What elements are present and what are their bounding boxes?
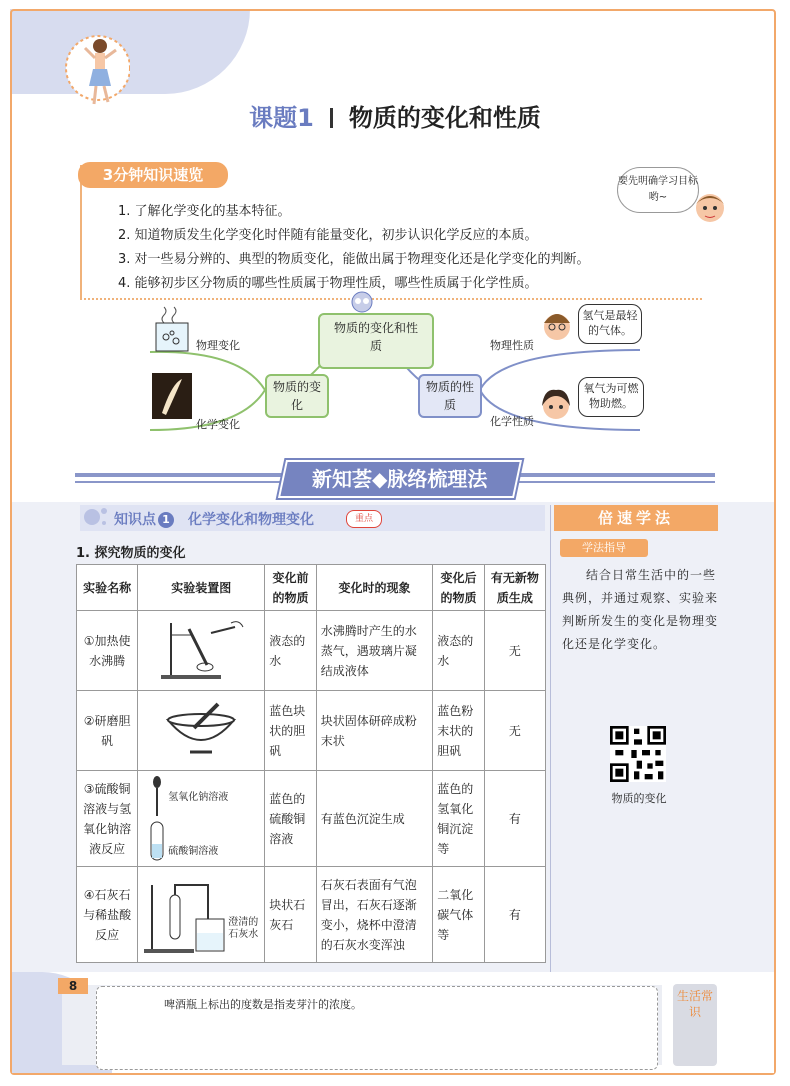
qr-code-icon[interactable] bbox=[610, 726, 666, 782]
lesson-title: 物质的变化和性质 bbox=[348, 104, 541, 132]
section-heading: 1. 探究物质的变化 bbox=[76, 546, 186, 561]
section-banner bbox=[278, 460, 522, 498]
apparatus-cell bbox=[138, 691, 265, 771]
table-header-cell: 实验装置图 bbox=[138, 565, 265, 611]
page-number: 8 bbox=[58, 978, 88, 994]
phenomenon: 水沸腾时产生的水蒸气，遇玻璃片凝结成液体 bbox=[316, 611, 433, 691]
apparatus-cell bbox=[138, 611, 265, 691]
burning-match-image bbox=[152, 373, 192, 419]
chemical-property-label: 化学性质 bbox=[490, 415, 534, 428]
goal-item: 4. 能够初步区分物质的哪些性质属于物理性质，哪些性质属于化学性质。 bbox=[118, 276, 538, 291]
table-header-cell: 变化前的物质 bbox=[265, 565, 316, 611]
footer-note: 啤酒瓶上标出的度数是指麦芽汁的浓度。 bbox=[164, 998, 362, 1011]
physical-property-label: 物理性质 bbox=[490, 339, 534, 352]
mortar-pestle-diagram bbox=[156, 698, 246, 758]
life-tips-tab: 生活常识 bbox=[673, 984, 717, 1066]
goals-list bbox=[118, 200, 590, 296]
mindmap-center-node: 物质的变化和性质 bbox=[318, 313, 434, 369]
naoh-label: 氢氧化钠溶液 bbox=[168, 791, 229, 803]
knowledge-point-heading bbox=[114, 509, 314, 529]
sidebar-heading: 倍速学法 bbox=[554, 505, 718, 531]
phenomenon: 有蓝色沉淀生成 bbox=[316, 771, 433, 867]
table-header-cell: 有无新物质生成 bbox=[484, 565, 545, 611]
goal-item: 2. 知道物质发生化学变化时伴随有能量变化，初步认识化学反应的本质。 bbox=[118, 228, 538, 243]
before-substance: 块状石灰石 bbox=[265, 867, 316, 963]
dots-icon bbox=[80, 505, 110, 529]
new-substance: 无 bbox=[484, 691, 545, 771]
experiment-table bbox=[76, 564, 546, 963]
table-header-cell: 变化时的现象 bbox=[316, 565, 433, 611]
limestone-apparatus-diagram bbox=[142, 875, 232, 955]
boiling-apparatus-diagram bbox=[151, 615, 251, 681]
sidebar-divider bbox=[550, 505, 551, 973]
method-tag: 学法指导 bbox=[560, 539, 648, 557]
knowledge-point-label: 知识点 bbox=[114, 512, 156, 528]
after-substance: 液态的水 bbox=[433, 611, 484, 691]
girl-illustration bbox=[60, 20, 130, 110]
phenomenon: 块状固体研碎成粉末状 bbox=[316, 691, 433, 771]
before-substance: 蓝色的硫酸铜溶液 bbox=[265, 771, 316, 867]
knowledge-point-title: 化学变化和物理变化 bbox=[188, 512, 314, 528]
before-substance: 蓝色块状的胆矾 bbox=[265, 691, 316, 771]
table-row bbox=[77, 691, 546, 771]
phenomenon: 石灰石表面有气泡冒出，石灰石逐渐变小，烧杯中澄清的石灰水变浑浊 bbox=[316, 867, 433, 963]
after-substance: 蓝色的氢氧化铜沉淀等 bbox=[433, 771, 484, 867]
section-banner-text: 新知荟◆脉络梳理法 bbox=[312, 467, 488, 491]
lesson-number: 课题1 bbox=[249, 104, 314, 132]
qr-caption: 物质的变化 bbox=[611, 792, 667, 805]
new-substance: 无 bbox=[484, 611, 545, 691]
knowledge-point-number: 1 bbox=[158, 512, 174, 528]
method-text: 结合日常生活中的一些典例，并通过观察、实验来判断所发生的变化是物理变化还是化学变化。 bbox=[562, 568, 719, 651]
girl-face-icon bbox=[538, 384, 574, 428]
apparatus-cell bbox=[138, 867, 265, 963]
speech-bubble-oxygen: 氧气为可燃物助燃。 bbox=[578, 377, 644, 417]
table-header-cell: 变化后的物质 bbox=[433, 565, 484, 611]
new-substance: 有 bbox=[484, 771, 545, 867]
mindmap-change-node: 物质的变化 bbox=[265, 374, 329, 418]
chemical-change-label: 化学变化 bbox=[196, 418, 240, 431]
physical-change-label: 物理变化 bbox=[196, 339, 240, 352]
boy-icon bbox=[690, 186, 730, 232]
experiment-name: ②研磨胆矾 bbox=[77, 691, 138, 771]
experiment-name: ④石灰石与稀盐酸反应 bbox=[77, 867, 138, 963]
after-substance: 蓝色粉末状的胆矾 bbox=[433, 691, 484, 771]
table-row bbox=[77, 771, 546, 867]
quick-review-tag: 3分钟知识速览 bbox=[78, 162, 228, 188]
goal-item: 3. 对一些易分辨的、典型的物质变化，能做出属于物理变化还是化学变化的判断。 bbox=[118, 252, 590, 267]
page-title bbox=[0, 98, 790, 133]
key-point-badge: 重点 bbox=[346, 510, 382, 528]
boiling-beaker-icon bbox=[152, 305, 192, 353]
new-substance: 有 bbox=[484, 867, 545, 963]
after-substance: 二氧化碳气体等 bbox=[433, 867, 484, 963]
experiment-name: ③硫酸铜溶液与氢氧化钠溶液反应 bbox=[77, 771, 138, 867]
title-divider bbox=[330, 108, 333, 128]
cuso4-label: 硫酸铜溶液 bbox=[168, 845, 219, 857]
boy-face-icon bbox=[540, 305, 574, 349]
speech-bubble-hydrogen: 氢气是最轻的气体。 bbox=[578, 304, 642, 344]
apparatus-cell bbox=[138, 771, 265, 867]
experiment-name: ①加热使水沸腾 bbox=[77, 611, 138, 691]
goal-item: 1. 了解化学变化的基本特征。 bbox=[118, 204, 291, 219]
before-substance: 液态的水 bbox=[265, 611, 316, 691]
table-row bbox=[77, 867, 546, 963]
mindmap-property-node: 物质的性质 bbox=[418, 374, 482, 418]
limewater-label: 澄清的石灰水 bbox=[228, 916, 259, 940]
thought-bubble: 要先明确学习目标哟~ bbox=[617, 167, 699, 213]
table-row bbox=[77, 611, 546, 691]
table-header-cell: 实验名称 bbox=[77, 565, 138, 611]
table-header-row bbox=[77, 565, 546, 611]
